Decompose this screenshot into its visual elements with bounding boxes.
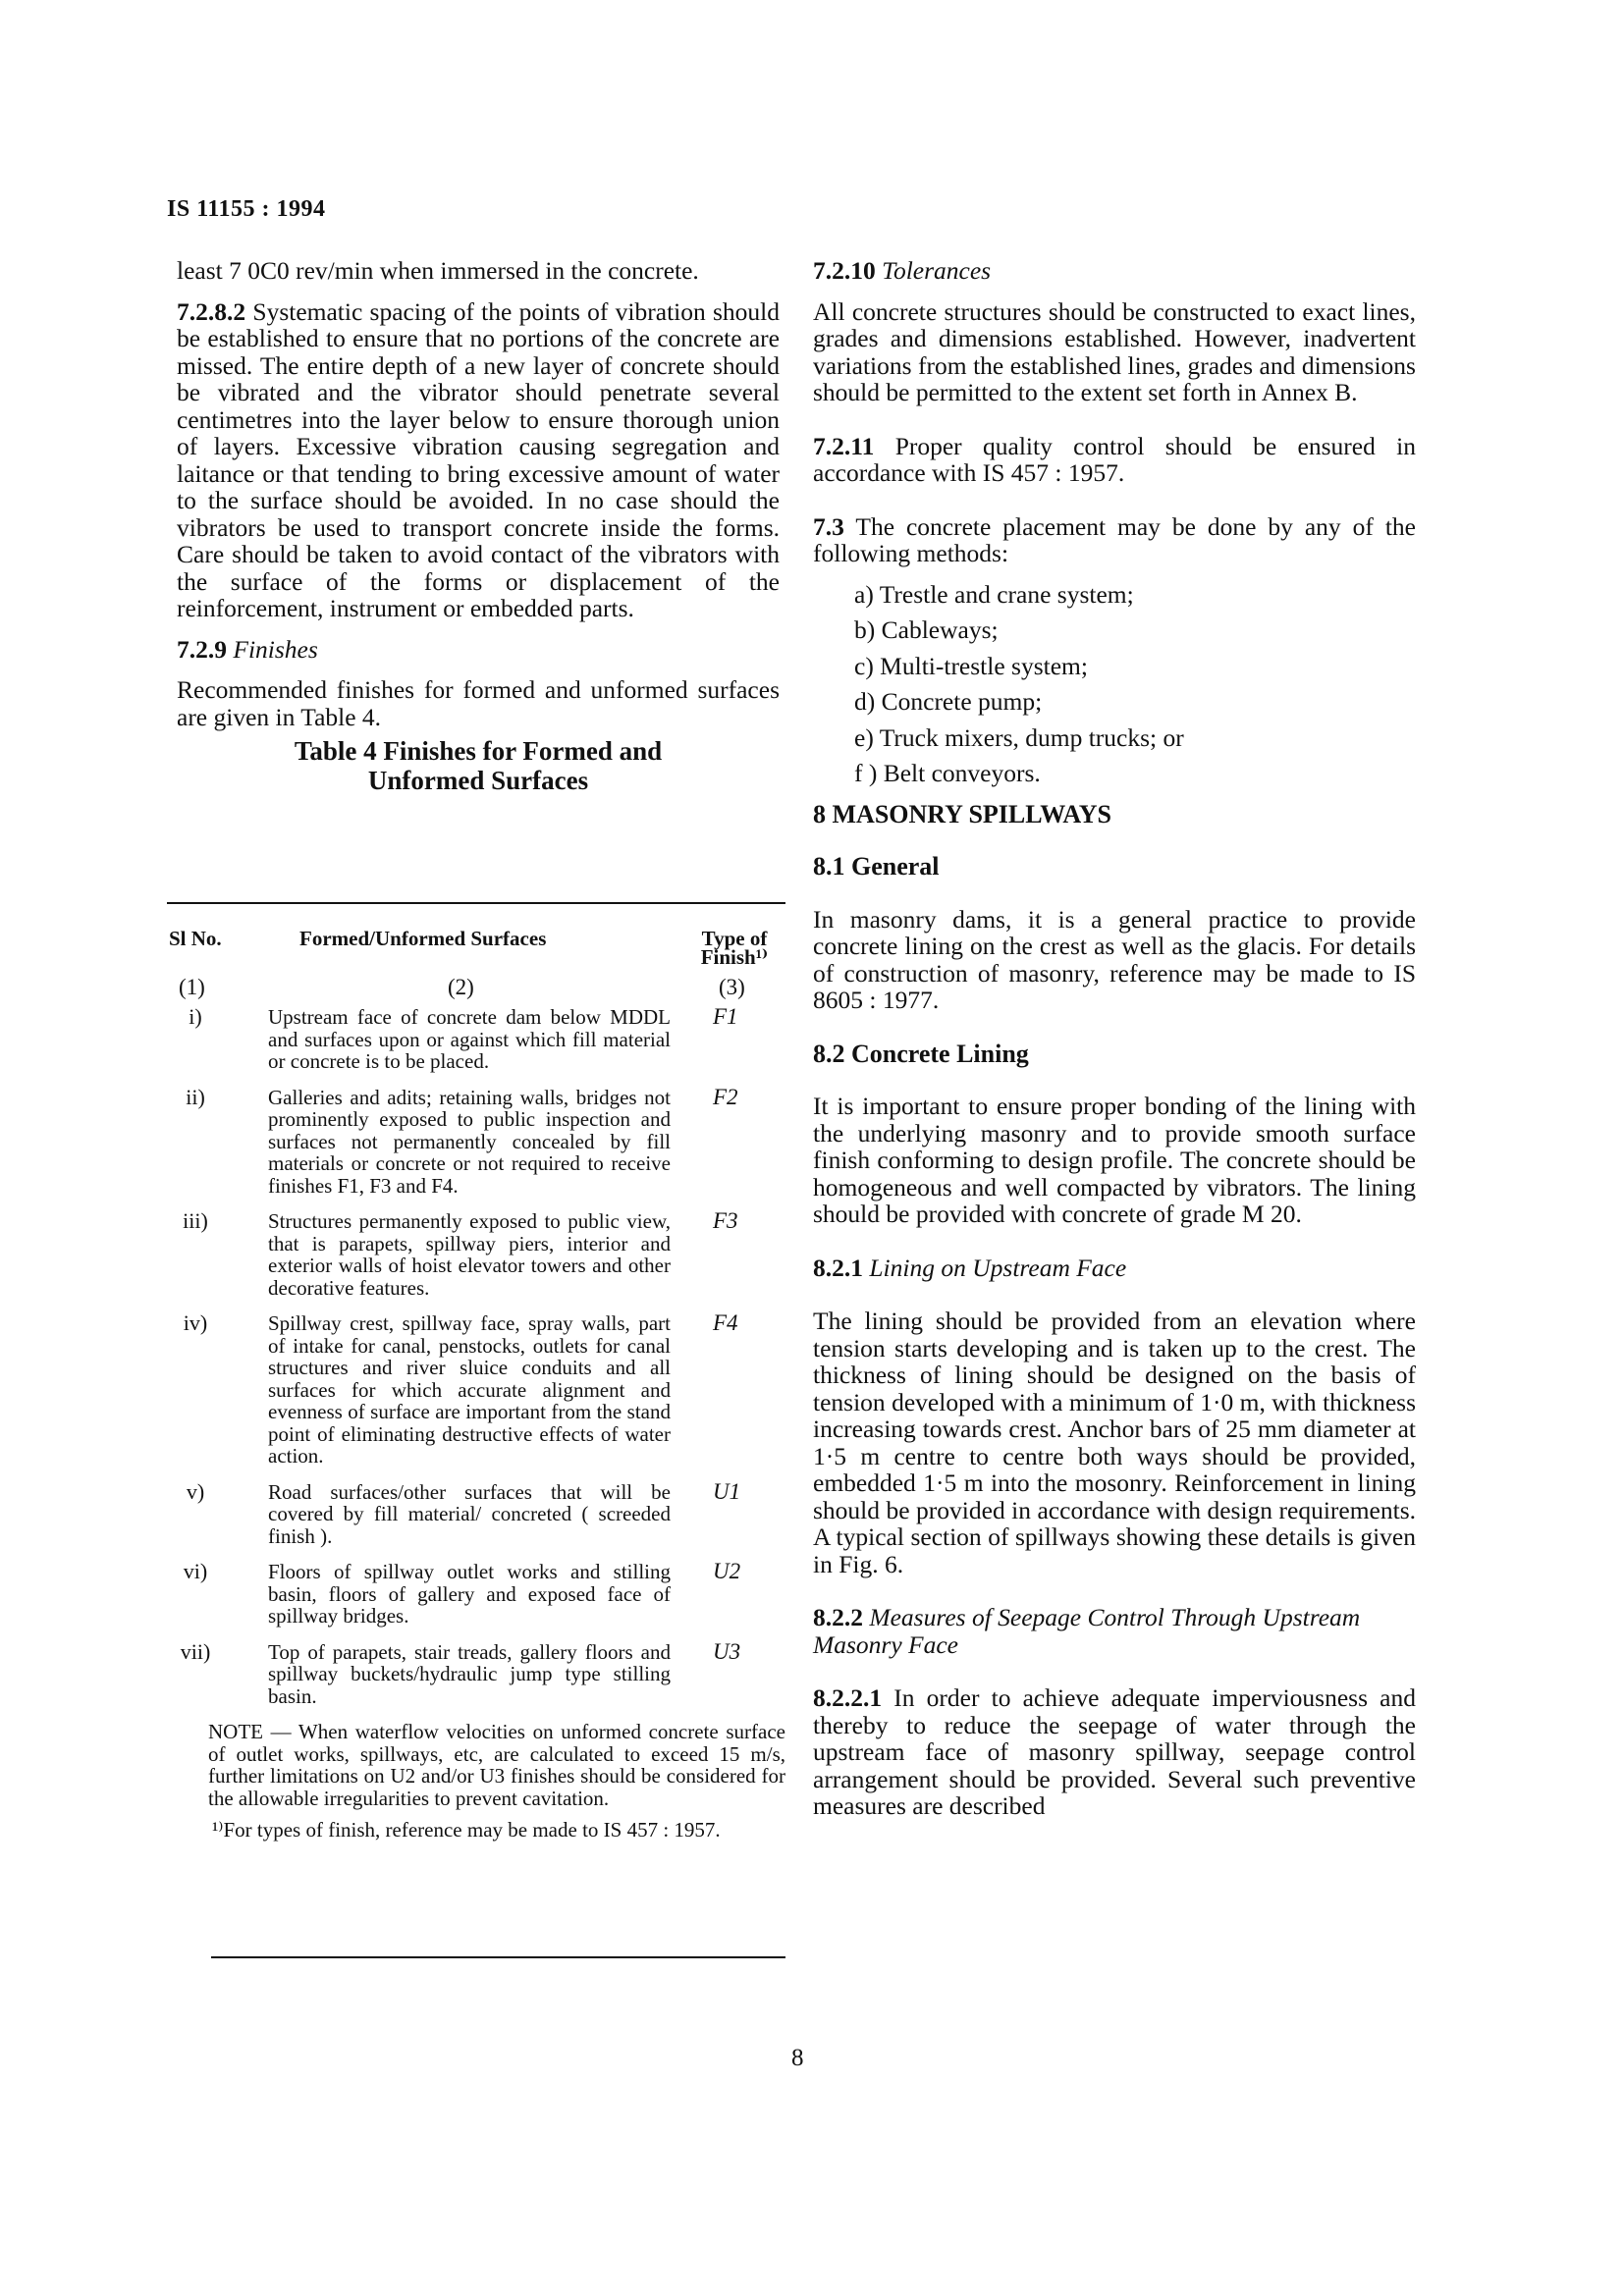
table-top-rule [167,902,785,904]
row-finish: F2 [713,1084,738,1109]
row-number: iv) [183,1310,208,1335]
table-row [167,1638,785,1708]
paragraph-8-2-1: The lining should be provided from an elevation where tension starts developing and is taken up to the crest. The thickness of lining should be designed on the basis of tension developed with a minimum of 1·0 m, with thickness increasing towards crest. Anchor bars of 25 mm diameter at 1·5 m centre to centre both ways should be provided, embedded 1·5 m into the mosonry. Reinforcement in lining should be provided in accordance with design requirements. A typical section of spillways showing these details is given in Fig. 6. [813,1307,1416,1578]
section-heading-8-2: 8.2 Concrete Lining [813,1039,1029,1068]
paragraph-8-2-2-1 [813,1684,1416,1820]
left-column [177,257,780,809]
col-num-2: (2) [448,975,474,999]
clause-title: Measures of Seepage Control Through Upstream Masonry Face [813,1603,1361,1659]
clause-number: 8.2.1 [813,1253,863,1282]
clause-number: 7.2.8.2 [177,296,246,326]
list-item: e) Truck mixers, dump trucks; or [854,722,1184,752]
table-title-line-2: Unformed Surfaces [367,766,589,795]
list-item: c) Multi-trestle system; [854,651,1088,680]
row-description: Top of parapets, stair treads, gallery floors and spillway buckets/hydraulic jump type stilling basin. [268,1639,671,1708]
table-row [167,1312,785,1468]
table-row [167,1084,785,1198]
paragraph-vibration-speed: least 7 0C0 rev/min when immersed in the concrete. [177,256,699,285]
paragraph-8-2: It is important to ensure proper bonding of the lining with the underlying masonry and to provide smooth surface finish conforming to design profile. The concrete should be homogeneous and well compacted by vibrators. The lining should be provided with concrete of grade M 20. [813,1092,1416,1228]
row-number: ii) [186,1084,205,1109]
right-column [813,257,1416,1820]
row-description: Spillway crest, spillway face, spray walls, part of intake for canal, penstocks, outlets for canal structures and river sluice conduits and all surfaces for which accurate alignment and evenness of surface are important from the stand point of eliminating destructive effects of water action. [268,1311,671,1468]
table-row [167,1006,785,1073]
clause-text: In order to achieve adequate imperviousness and thereby to reduce the seepage of water through the upstream face of masonry spillway, seepage control arrangement should be provided. Several such preventive measures are described [813,1683,1416,1820]
row-description: Structures permanently exposed to public view, that is parapets, spillway piers, interior and exterior walls of hoist elevator towers and other decorative features. [268,1209,671,1300]
clause-title: Finishes [233,634,318,664]
row-number: i) [189,1004,202,1029]
col-num-1: (1) [179,975,205,999]
row-finish: F4 [713,1310,738,1335]
col-num-3: (3) [719,975,745,999]
table-bottom-rule [211,1956,785,1958]
heading-8-2-1 [813,1255,1416,1282]
document-id: IS 11155 : 1994 [167,196,326,222]
table-row [167,1210,785,1299]
row-number: v) [186,1478,205,1504]
clause-text: Proper quality control should be ensured in accordance with IS 457 : 1957. [813,431,1416,487]
list-item: b) Cableways; [854,615,999,644]
header-sl-no: Sl No. [169,927,222,950]
clause-text: The concrete placement may be done by any of the following methods: [813,511,1416,567]
table-row [167,1478,785,1548]
page-number: 8 [791,2045,804,2071]
heading-7-2-9 [177,636,780,664]
header-type-of-finish [685,928,784,968]
heading-7-2-10 [813,257,1416,285]
row-number: iii) [183,1208,208,1233]
table-title [177,736,780,795]
paragraph-8-1: In masonry dams, it is a general practice to provide concrete lining on the crest as well as the glacis. For details of construction of masonry, reference may be made to IS 8605 : 1977. [813,904,1416,1014]
row-finish: U1 [713,1478,741,1504]
list-item: f ) Belt conveyors. [854,759,1041,787]
row-finish: F1 [713,1004,738,1029]
table-header [167,928,785,977]
clause-number: 8.2.2 [813,1603,863,1631]
clause-number: 7.2.11 [813,431,875,460]
clause-text: Systematic spacing of the points of vibration should be established to ensure that no portions of the concrete are missed. The entire depth of a new layer of concrete should be vibrated and the vibrator should penetrate several centimetres into the layer below to ensure thorough union of layers. Excessive vibration causing segregation and laitance or that tending to bring excessive amount of water to the surface should be avoided. In no case should the vibrators be used to transport concrete inside the forms. Care should be taken to avoid contact of the vibrators with the surface of the forms or displacement of the reinforcement, instrument or embedded parts. [177,296,780,622]
header-surfaces: Formed/Unformed Surfaces [299,927,547,950]
list-item: a) Trestle and crane system; [854,579,1134,609]
row-finish: U2 [713,1559,741,1583]
paragraph-7-2-8-2 [177,298,780,622]
section-heading-8-1: 8.1 General [813,852,940,881]
row-finish: U3 [713,1638,741,1664]
clause-number: 8.2.2.1 [813,1683,883,1712]
paragraph-finishes: Recommended finishes for formed and unformed surfaces are given in Table 4. [177,675,780,731]
clause-number: 7.2.10 [813,256,876,285]
table-title-line-1: Table 4 Finishes for Formed and [294,736,663,766]
row-description: Upstream face of concrete dam below MDDL and surfaces upon or against which fill material or concrete is to be placed. [268,1005,671,1073]
row-description: Galleries and adits; retaining walls, bridges not prominently exposed to public inspection and surfaces not permanently concealed by fill materials or concrete or not required to receive finishes F1, F3 and F4. [268,1085,671,1198]
table-note: NOTE — When waterflow velocities on unformed concrete surface of outlet works, spillways, etc, are calculated to exceed 15 m/s, further limitations on U2 and/or U3 finishes should be considered for the allowable irregularities to prevent cavitation. [208,1720,785,1810]
row-finish: F3 [713,1208,738,1233]
paragraph-7-3 [813,513,1416,567]
row-description: Road surfaces/other surfaces that will be covered by fill material/ concreted ( screeded finish ). [268,1479,671,1548]
placement-methods-list [854,581,1416,787]
clause-title: Tolerances [882,256,992,285]
row-number: vi) [183,1559,208,1583]
list-item: d) Concrete pump; [854,687,1043,716]
paragraph-7-2-11 [813,433,1416,487]
header-type-line-1: Type of [701,927,768,950]
row-number: vii) [180,1638,211,1664]
column-number-row [167,977,785,1006]
clause-title: Lining on Upstream Face [869,1253,1127,1282]
clause-number: 7.2.9 [177,634,227,664]
clause-number: 7.3 [813,511,844,541]
table-footnote: ¹⁾For types of finish, reference may be made to IS 457 : 1957. [212,1818,721,1842]
row-description: Floors of spillway outlet works and stilling basin, floors of gallery and exposed face of spillway bridges. [268,1560,671,1628]
section-heading-8: 8 MASONRY SPILLWAYS [813,799,1111,828]
paragraph-tolerances: All concrete structures should be constructed to exact lines, grades and dimensions established. However, inadvertent variations from the established lines, grades and dimensions should be permitted to the extent set forth in Annex B. [813,296,1416,406]
finishes-table [167,928,785,1842]
table-row [167,1561,785,1628]
heading-8-2-2 [813,1604,1416,1658]
header-type-line-2: Finish¹⁾ [700,944,769,969]
